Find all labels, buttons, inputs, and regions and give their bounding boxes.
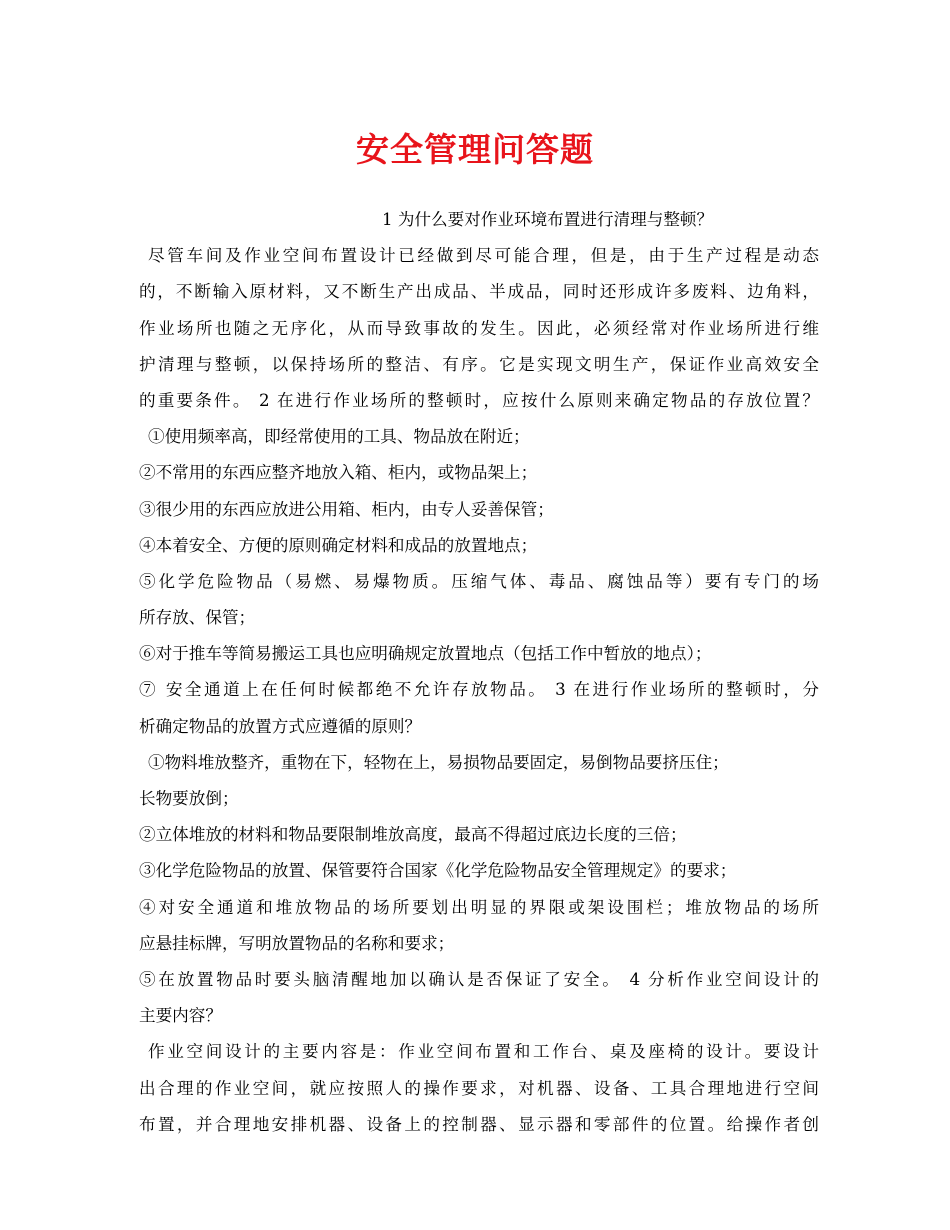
body-line: 作业空间设计的主要内容是：作业空间布置和工作台、桌及座椅的设计。要设计 [148,1042,819,1062]
body-line: 的重要条件。 2 在进行作业场所的整顿时，应按什么原则来确定物品的存放位置？ [139,390,819,410]
body-line: 析确定物品的放置方式应遵循的原则？ [139,716,422,736]
list-item-continuation: 所存放、保管； [139,608,256,628]
list-item: ④对安全通道和堆放物品的场所要划出明显的界限或架设围栏；堆放物品的场所 [139,897,819,917]
list-item: ③化学危险物品的放置、保管要符合国家《化学危险物品安全管理规定》的要求； [139,861,737,881]
body-line: 护清理与整顿，以保持场所的整洁、有序。它是实现文明生产，保证作业高效安全 [139,354,819,374]
list-item: ①使用频率高，即经常使用的工具、物品放在附近； [148,427,530,447]
list-item: ⑦ 安全通道上在任何时候都绝不允许存放物品。 3 在进行作业场所的整顿时，分 [139,680,819,700]
body-line: 尽管车间及作业空间布置设计已经做到尽可能合理，但是，由于生产过程是动态 [148,246,819,266]
list-item: ⑥对于推车等简易搬运工具也应明确规定放置地点（包括工作中暂放的地点）； [139,644,712,664]
list-item-continuation: 长物要放倒； [139,789,239,808]
question-1-heading: 1 为什么要对作业环境布置进行清理与整顿？ [382,210,714,229]
list-item: ②立体堆放的材料和物品要限制堆放高度，最高不得超过底边长度的三倍； [139,825,687,845]
document-body [139,202,819,1143]
list-item: ⑤在放置物品时要头脑清醒地加以确认是否保证了安全。 4 分析作业空间设计的 [139,969,819,989]
list-item: ①物料堆放整齐，重物在下，轻物在上，易损物品要固定，易倒物品要挤压住； [148,752,729,772]
body-line: 的，不断输入原材料，又不断生产出成品、半成品，同时还形成许多废料、边角料， [139,282,819,302]
list-item: ②不常用的东西应整齐地放入箱、柜内，或物品架上； [139,463,538,483]
list-item: ④本着安全、方便的原则确定材料和成品的放置地点； [139,535,538,555]
body-line: 作业场所也随之无序化，从而导致事故的发生。因此，必须经常对作业场所进行维 [139,318,819,338]
list-item: ③很少用的东西应放进公用箱、柜内，由专人妥善保管； [139,499,554,519]
list-item-continuation: 应悬挂标牌，写明放置物品的名称和要求； [139,933,455,953]
page-title: 安全管理问答题 [356,130,594,169]
body-line: 出合理的作业空间，就应按照人的操作要求，对机器、设备、工具合理地进行空间 [139,1078,819,1098]
body-line: 主要内容？ [139,1006,222,1026]
list-item: ⑤化学危险物品（易燃、易爆物质。压缩气体、毒品、腐蚀品等）要有专门的场 [139,571,819,591]
body-line: 布置，并合理地安排机器、设备上的控制器、显示器和零部件的位置。给操作者创 [139,1114,819,1134]
